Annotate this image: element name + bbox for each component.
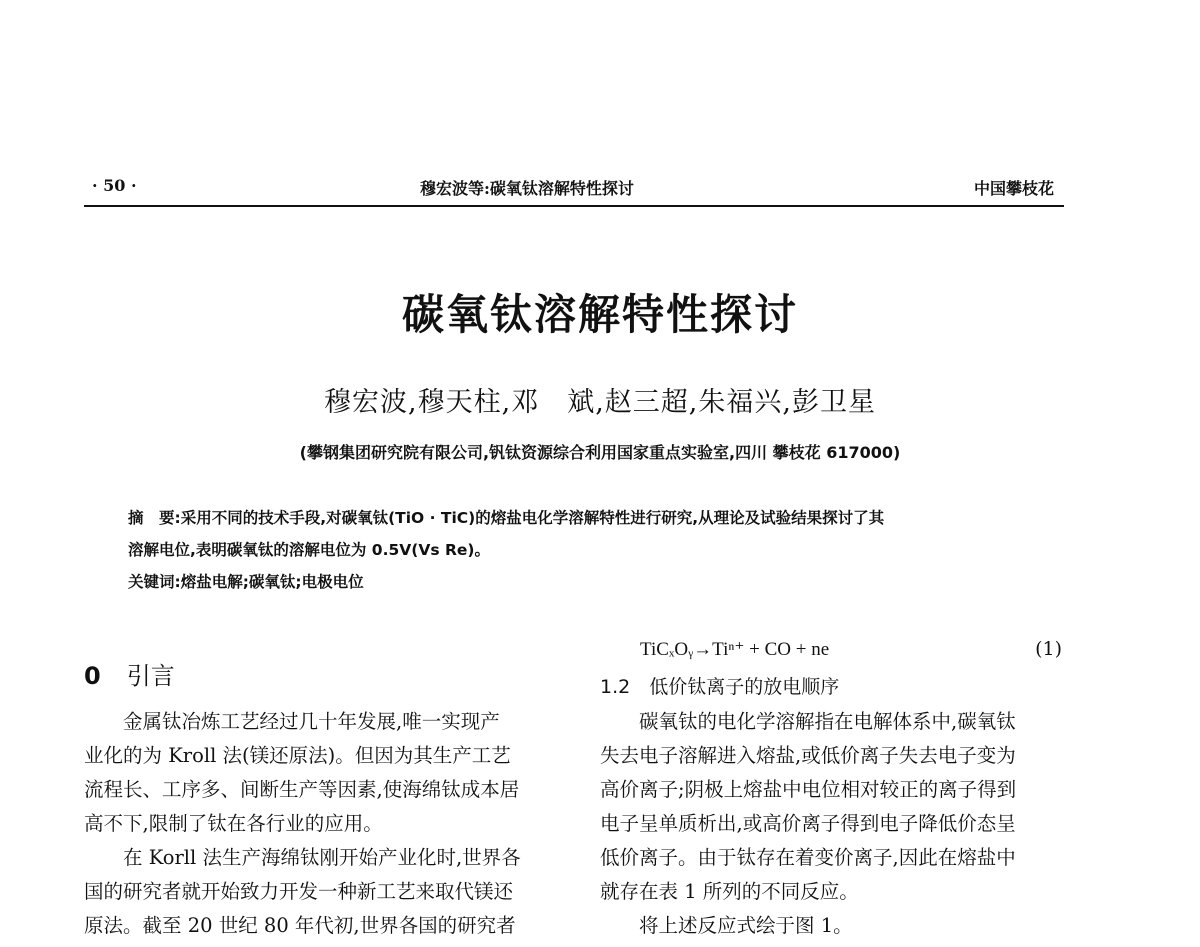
intro-line: 金属钛冶炼工艺经过几十年发展,唯一实现产 [123,710,500,733]
page-number: · 50 · [92,176,137,195]
journal-name: 中国攀枝花 [974,179,1055,198]
paper-title: 碳氧钛溶解特性探讨 [401,290,798,339]
author-list: 穆宏波,穆天柱,邓 斌,赵三超,朱福兴,彭卫星 [324,387,876,418]
intro-line: 原法。截至 20 世纪 80 年代初,世界各国的研究者 [84,914,516,937]
intro-line: 在 Korll 法生产海绵钛刚开始产业化时,世界各 [123,846,521,869]
affiliation: (攀钢集团研究院有限公司,钒钛资源综合利用国家重点实验室,四川 攀枝花 617000) [299,443,901,462]
body-line: 电子呈单质析出,或高价离子得到电子降低价态呈 [600,812,1016,835]
left-column [84,705,564,943]
section-1-2-heading: 1.2 低价钛离子的放电顺序 [600,676,840,698]
body-line: 低价离子。由于钛存在着变价离子,因此在熔盐中 [600,846,1016,869]
equation-number: (1) [1035,638,1062,660]
intro-line: 流程长、工序多、间断生产等因素,使海绵钛成本居 [84,778,520,801]
intro-line: 高不下,限制了钛在各行业的应用。 [84,812,383,835]
section-0-heading: 0 引言 [84,662,175,690]
intro-line: 国的研究者就开始致力开发一种新工艺来取代镁还 [84,880,514,903]
keywords-label: 关键词: [128,573,181,591]
intro-line: 业化的为 Kroll 法(镁还原法)。但因为其生产工艺 [84,744,511,767]
abstract-line-2: 溶解电位,表明碳氧钛的溶解电位为 0.5V(Vs Re)。 [128,541,490,559]
body-line: 碳氧钛的电化学溶解指在电解体系中,碳氧钛 [639,710,1016,733]
abstract-label: 摘 要: [128,509,181,527]
body-line: 将上述反应式绘于图 1。 [639,914,853,937]
keywords: 关键词:熔盐电解;碳氧钛;电极电位 [128,573,364,591]
running-title: 穆宏波等:碳氧钛溶解特性探讨 [420,179,634,198]
body-line: 高价离子;阴极上熔盐中电位相对较正的离子得到 [600,778,1017,801]
abstract [128,502,1058,598]
abstract-line-1: 摘 要:采用不同的技术手段,对碳氧钛(TiO · TiC)的熔盐电化学溶解特性进行研究,从理论及试验结果探讨了其 [128,509,885,527]
header-rule [84,205,1064,207]
right-column [600,705,1070,943]
body-line: 就存在表 1 所列的不同反应。 [600,880,859,903]
body-line: 失去电子溶解进入熔盐,或低价离子失去电子变为 [600,744,1016,767]
equation-1: TiCₓOᵧ→Tiⁿ⁺ + CO + ne [640,639,830,660]
